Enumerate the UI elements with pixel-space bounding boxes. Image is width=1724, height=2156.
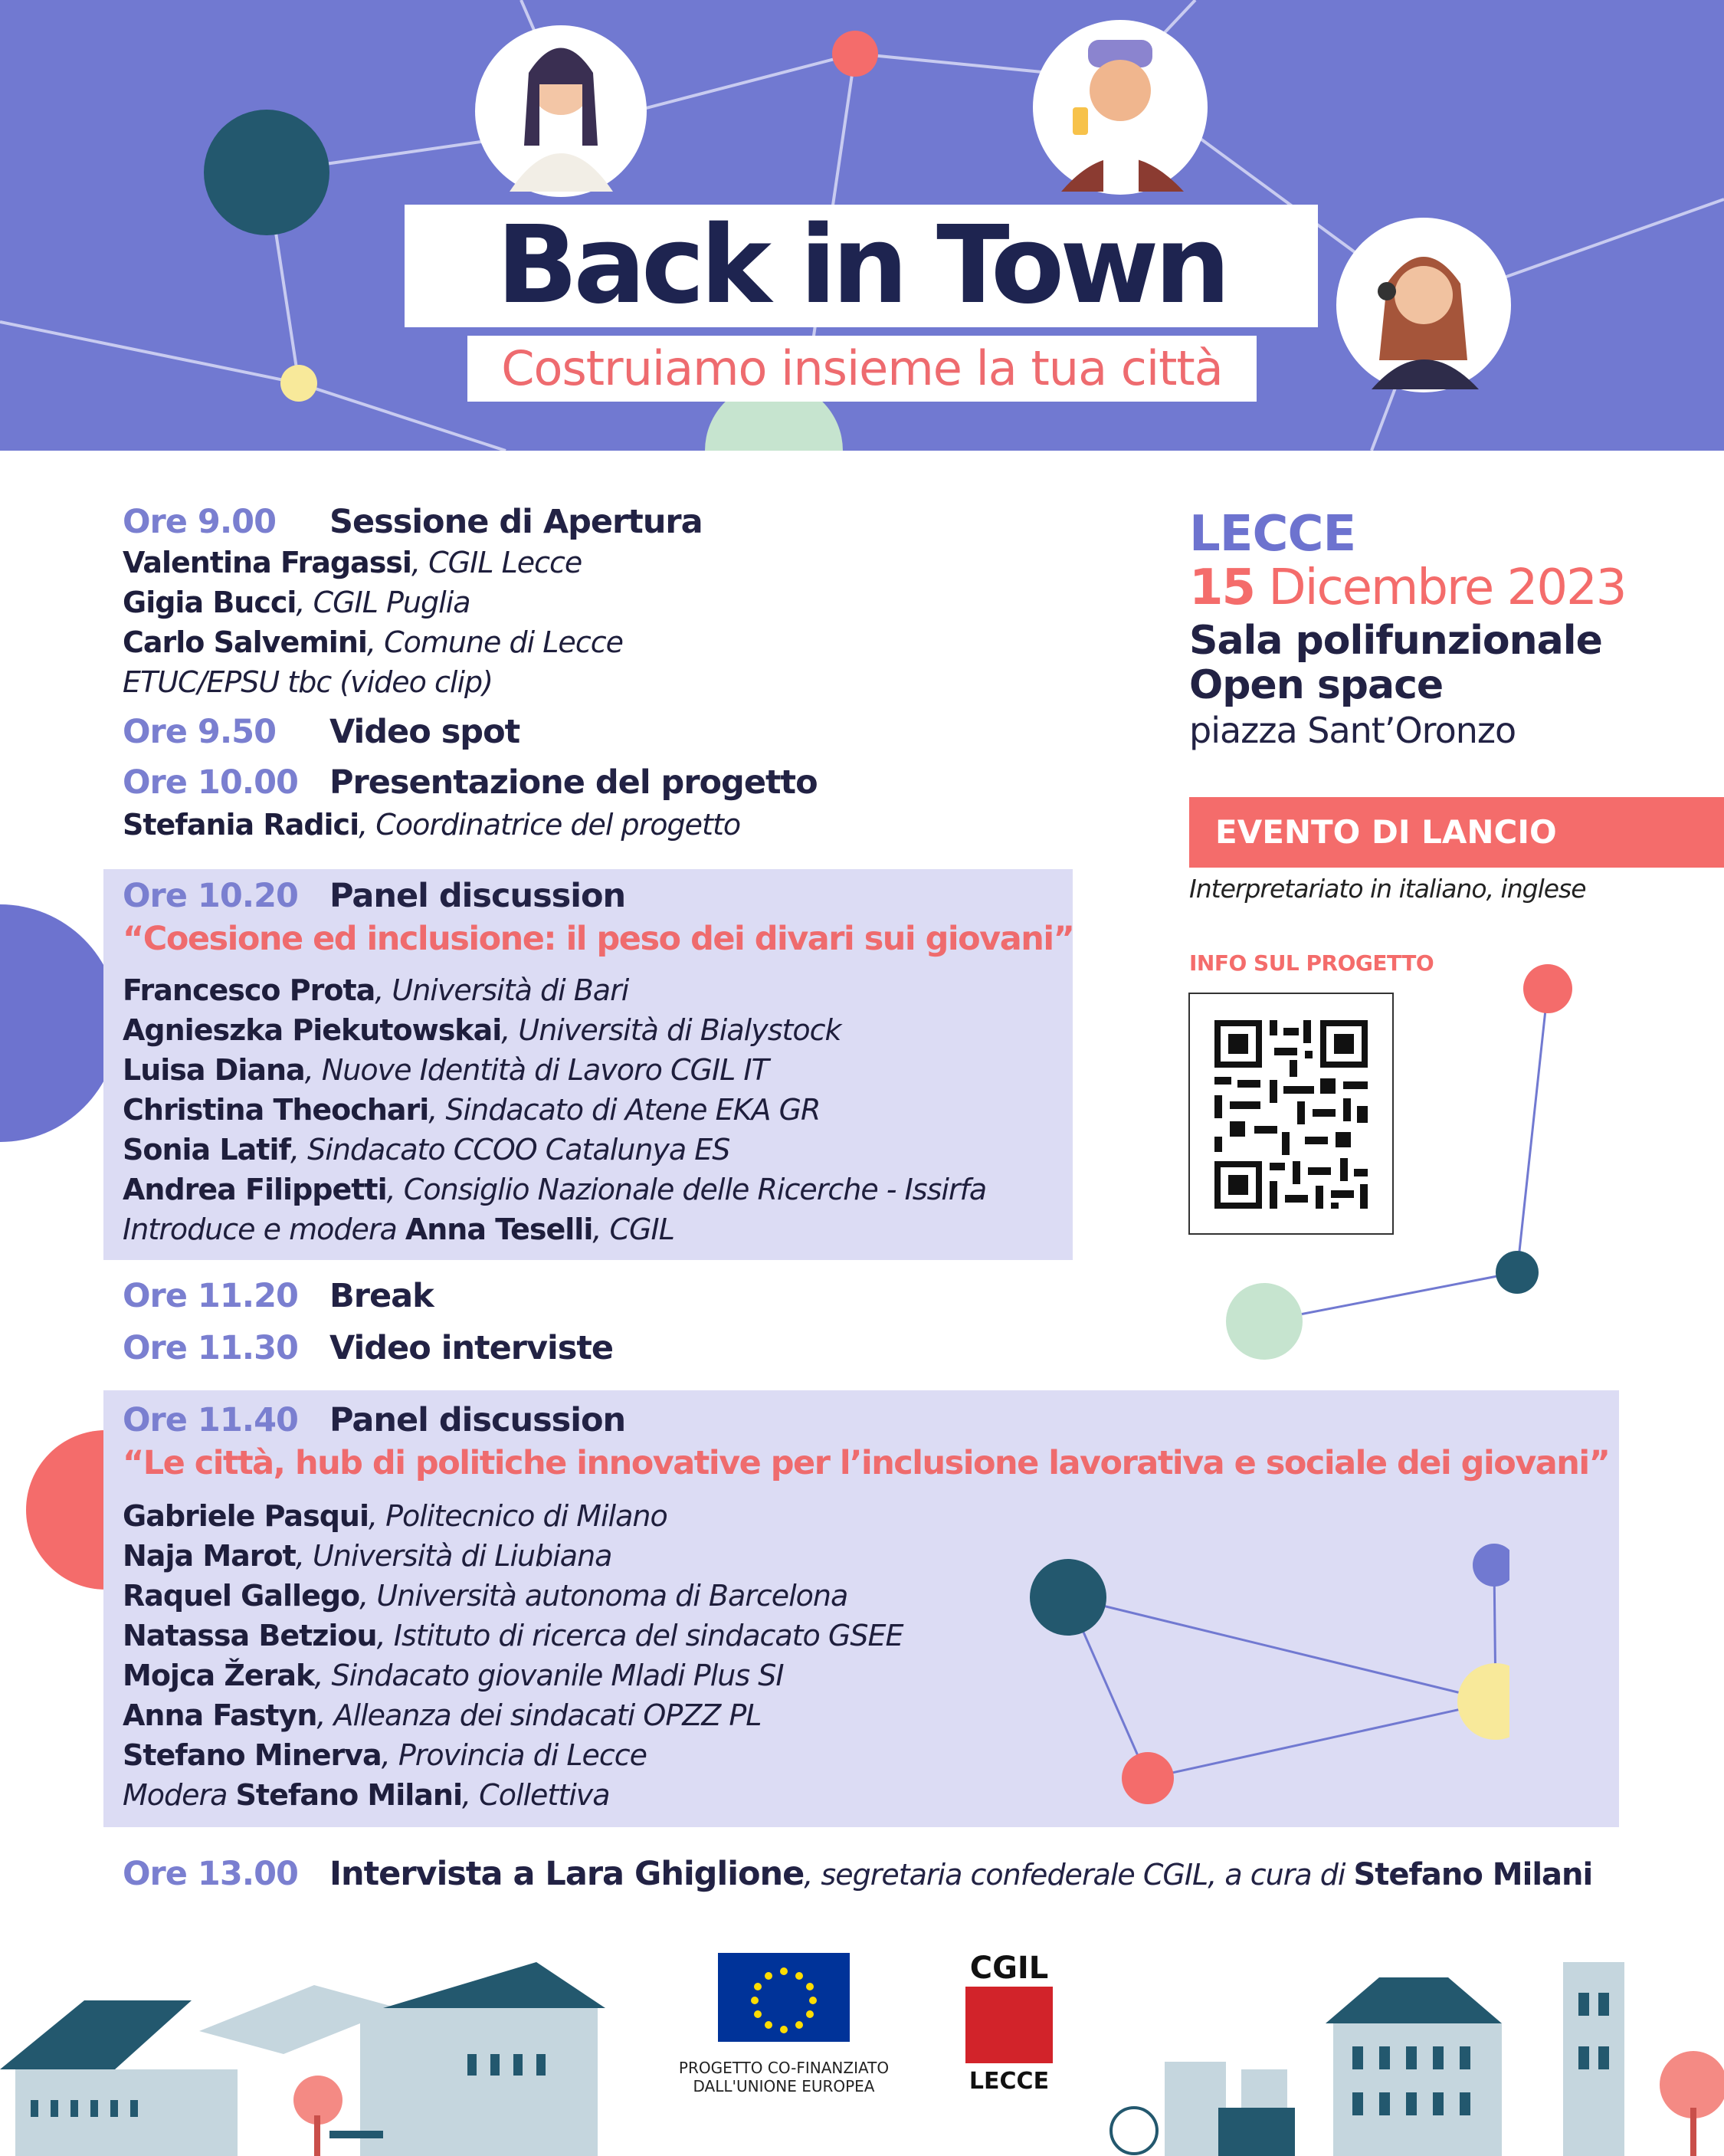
session-title: Panel discussion: [329, 1401, 626, 1439]
moderator-line: Introduce e modera Anna Teselli, CGIL: [123, 1213, 674, 1246]
avatar-girl-headphones: [1336, 218, 1511, 392]
time-label: Ore 13.00: [123, 1855, 298, 1893]
cgil-lecce-logo: CGIL LECCE: [962, 1953, 1056, 2099]
eu-stars-icon: [718, 1953, 850, 2042]
event-title: Back in Town: [496, 203, 1227, 328]
closing-line: Intervista a Lara Ghiglione, segretaria confederale CGIL, a cura di Stefano Milani: [329, 1855, 1593, 1893]
event-city: LECCE: [1189, 506, 1356, 563]
event-subtitle: Costruiamo insieme la tua città: [501, 340, 1223, 396]
speaker-line: Stefania Radici, Coordinatrice del progetto: [123, 808, 741, 842]
network-decoration-2: [1019, 1533, 1509, 1809]
venue-address: piazza Sant’Oronzo: [1189, 710, 1516, 751]
speaker-line: Gigia Bucci, CGIL Puglia: [123, 586, 470, 619]
cgil-red-block: [965, 1987, 1053, 2063]
eu-cofunded-text: PROGETTO CO-FINANZIATO DALL'UNIONE EUROPEA: [678, 2059, 890, 2095]
speaker-line: Carlo Salvemini, Comune di Lecce: [123, 625, 623, 659]
venue-line-2: Open space: [1189, 662, 1444, 708]
time-label: Ore 9.00: [123, 503, 276, 541]
avatar-boy-hat-phone: [1033, 20, 1208, 195]
speaker-line: Christina Theochari, Sindacato di Atene EKA GR: [123, 1093, 821, 1127]
venue-line-1: Sala polifunzionale: [1189, 618, 1602, 664]
left-circle-coral: [0, 1426, 107, 1594]
info-label: INFO SUL PROGETTO: [1189, 950, 1434, 976]
speaker-line: Mojca Žerak, Sindacato giovanile Mladi Plus SI: [123, 1659, 784, 1692]
network-decoration-3: [1188, 958, 1724, 1372]
speaker-line: Stefano Minerva, Provincia di Lecce: [123, 1738, 647, 1772]
time-label: Ore 9.50: [123, 713, 276, 751]
session-title: Presentazione del progetto: [329, 763, 818, 802]
speaker-line: ETUC/EPSU tbc (video clip): [123, 665, 493, 699]
avatar-girl-braids: [475, 25, 647, 197]
subtitle-box: [467, 336, 1257, 402]
time-label: Ore 11.30: [123, 1329, 298, 1367]
time-label: Ore 11.40: [123, 1401, 298, 1439]
speaker-line: Luisa Diana, Nuove Identità di Lavoro CGIL IT: [123, 1053, 769, 1087]
speaker-line: Sonia Latif, Sindacato CCOO Catalunya ES: [123, 1133, 730, 1167]
speaker-line: Valentina Fragassi, CGIL Lecce: [123, 546, 582, 579]
session-title: Sessione di Apertura: [329, 503, 703, 541]
launch-badge: EVENTO DI LANCIO: [1189, 797, 1724, 868]
speaker-line: Francesco Prota, Università di Bari: [123, 973, 629, 1007]
eu-flag-logo: [718, 1953, 850, 2042]
time-label: Ore 10.00: [123, 763, 298, 802]
session-title: Panel discussion: [329, 877, 626, 915]
panel-quote: “Le città, hub di politiche innovative per l’inclusione lavorativa e sociale dei giovani”: [123, 1444, 1610, 1482]
speaker-line: Agnieszka Piekutowskai, Università di Bialystock: [123, 1013, 841, 1047]
moderator-line: Modera Stefano Milani, Collettiva: [123, 1778, 610, 1812]
interpreting-note: Interpretariato in italiano, inglese: [1189, 874, 1586, 904]
speaker-line: Anna Fastyn, Alleanza dei sindacati OPZZ PL: [123, 1698, 762, 1732]
header-banner: [0, 0, 1724, 451]
speaker-line: Raquel Gallego, Università autonoma di Barcelona: [123, 1579, 848, 1613]
session-title: Video interviste: [329, 1329, 614, 1367]
town-illustration-right: [1088, 1962, 1724, 2156]
speaker-line: Andrea Filippetti, Consiglio Nazionale delle Ricerche - Issirfa: [123, 1173, 987, 1206]
time-label: Ore 10.20: [123, 877, 298, 915]
session-title: Break: [329, 1277, 434, 1315]
time-label: Ore 11.20: [123, 1277, 298, 1315]
speaker-line: Natassa Betziou, Istituto di ricerca del sindacato GSEE: [123, 1619, 903, 1652]
speaker-line: Gabriele Pasqui, Politecnico di Milano: [123, 1499, 667, 1533]
left-circle-blue: [0, 904, 115, 1150]
speaker-line: Naja Marot, Università di Liubiana: [123, 1539, 612, 1573]
panel-quote: “Coesione ed inclusione: il peso dei divari sui giovani”: [123, 920, 1074, 958]
title-box: [405, 205, 1318, 327]
event-date: 15 Dicembre 2023: [1189, 560, 1626, 616]
session-title: Video spot: [329, 713, 520, 751]
town-illustration-left: [0, 1962, 659, 2156]
